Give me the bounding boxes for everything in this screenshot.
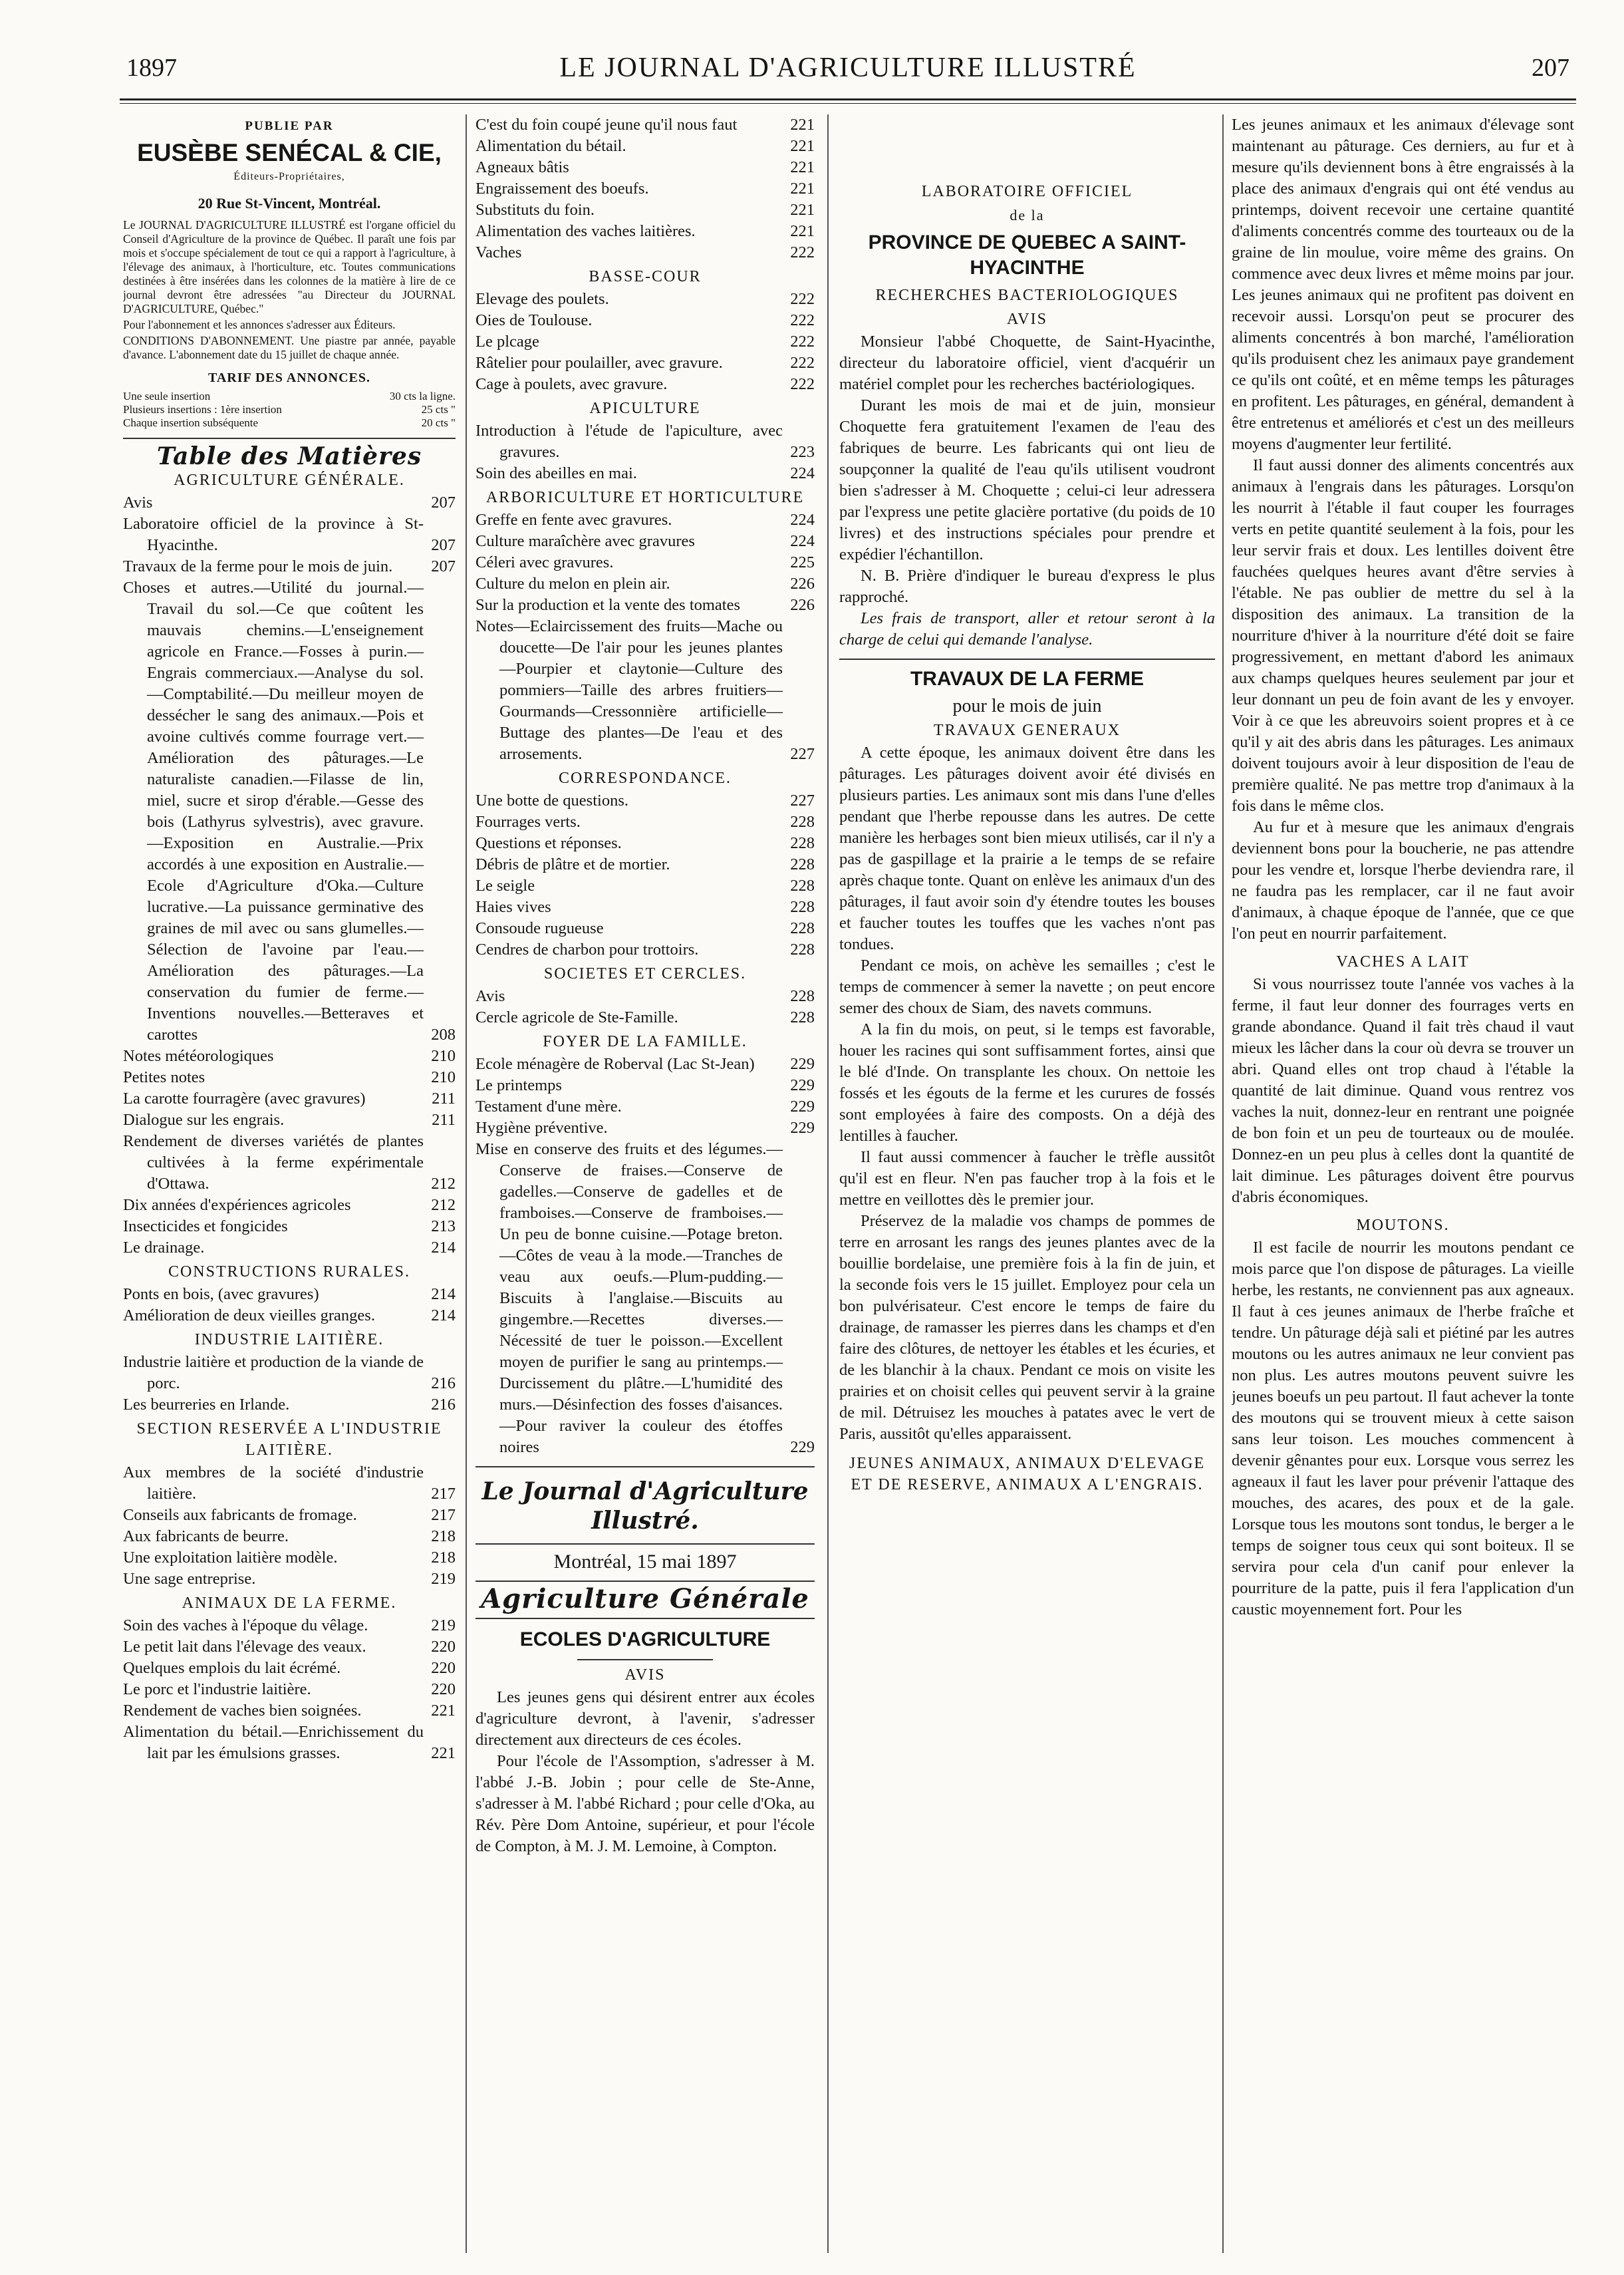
toc-entry-page: 228 [790,1008,815,1026]
toc-entry-page: 221 [790,137,815,155]
toc-entry [475,136,815,157]
page-year: 1897 [126,54,177,82]
toc-entry-title: Une botte de questions. [475,792,628,810]
toc-entry [475,242,815,263]
toc-entry-page: 228 [790,834,815,852]
toc-entry-page: 228 [790,987,815,1005]
toc-entry [123,1394,456,1416]
toc-entry-title: Le seigle [475,877,535,895]
toc-entry [123,1462,456,1505]
toc-entry-page: 226 [790,596,815,614]
toc-entry-page: 223 [790,443,815,461]
divider [839,659,1215,660]
toc-section-heading: FOYER DE LA FAMILLE. [543,1033,747,1050]
header-rule-thin [120,103,1576,104]
divider [577,1659,713,1660]
toc-entry-title: Introduction à l'étude de l'apiculture, avec gravures. [475,422,783,461]
toc-entry-page: 218 [431,1549,456,1567]
section-heading: JEUNES ANIMAUX, ANIMAUX D'ELEVAGE ET DE RESERVE, ANIMAUX A L'ENGRAIS. [849,1455,1206,1493]
paragraph: A cette époque, les animaux doivent être dans les pâturages. Les pâturages doivent avoir été divisés en plusieurs parties. Les animaux sont mis dans l'une d'elles pendant que l'herbe repousse dans les autres. De cette manière les herbages sont bien mieux utilisés, car il n'y a pas de gaspillage et la prairie a le temps de se refaire après chaque tonte. Quant on enlève les animaux d'un des pâturages, il faut avoir soin d'y étendre toutes les bouses et faucher toutes les touffes que les vaches n'ont pas tondues. [839,744,1215,953]
toc-entry-title: Une exploitation laitière modèle. [123,1549,338,1567]
toc-entry-title: Fourrages verts. [475,813,581,831]
toc-entry-title: La carotte fourragère (avec gravures) [123,1090,366,1108]
toc-entry [123,1046,456,1067]
toc-entry-title: Substituts du foin. [475,201,595,219]
toc-entry [475,875,815,897]
tarif-row: Plusieurs insertions : 1ère insertion 25 cts " [123,403,456,416]
divider [475,1618,815,1619]
toc-entry [123,1658,456,1679]
page-number: 207 [1532,54,1569,82]
article-title: LABORATOIRE OFFICIEL [921,183,1133,200]
toc-entry-page: 227 [790,792,815,810]
toc-entry [123,556,456,577]
toc-entry [123,1216,456,1237]
toc-entry [123,1615,456,1636]
masthead-name: Illustré. [591,1507,699,1535]
toc-entry-title: Quelques emplois du lait écrémé. [123,1659,341,1677]
toc-entry-page: 220 [431,1659,456,1677]
toc-entry [475,939,815,961]
toc-entry [123,1722,456,1764]
paragraph: Pendant ce mois, on achève les semailles ; c'est le temps de commencer à semer la navette ; on peut encore semer des choux de Siam, des navets communs. [839,957,1215,1017]
paragraph: Les jeunes gens qui désirent entrer aux écoles d'agriculture devront, à l'avenir, s'adresser directement aux directeurs de ces écoles. [475,1688,815,1749]
toc-entry-title: Rendement de diverses variétés de plantes cultivées à la ferme expérimentale d'Ottawa. [123,1132,424,1193]
toc-entry-page: 222 [790,354,815,372]
toc-entry-title: Industrie laitière et production de la viande de porc. [123,1353,424,1392]
toc-entry-page: 217 [431,1506,456,1524]
toc-section-heading: AGRICULTURE GÉNÉRALE. [174,472,405,489]
toc-entry [475,463,815,484]
toc-entry [475,374,815,395]
toc-entry [475,552,815,573]
toc-entry-page: 228 [790,877,815,895]
toc-entry-title: Notes—Eclaircissement des fruits—Mache ou doucette—De l'air pour les jeunes plantes—Pourpier et claytonie—Culture des pommiers—Taille des arbres fruitiers—Gourmands—Cressonnière artificielle—Buttage des plantes—De l'eau et des arrosements. [475,617,783,763]
toc-entry-page: 221 [790,180,815,198]
toc-entry-title: Culture du melon en plein air. [475,575,670,593]
tarif-row: Chaque insertion subséquente 20 cts " [123,416,456,429]
toc-entry-page: 214 [431,1285,456,1303]
toc-section-heading: CORRESPONDANCE. [558,770,732,787]
toc-list [123,470,456,1764]
toc-entry-title: Céleri avec gravures. [475,553,614,571]
toc-entry [475,331,815,353]
article-title: de la [1010,207,1045,224]
paragraph: A la fin du mois, on peut, si le temps est favorable, houer les racines qui sont suffisamment fortes, ainsi que le blé d'Inde. On transplante les choux. On nettoie les fossés et les égouts de la ferme et les curures de fossés sont employées à faire des composts. On a déjà des lentilles à faucher. [839,1020,1215,1145]
toc-entry-page: 208 [431,1026,456,1044]
toc-entry [123,1110,456,1131]
toc-entry [475,510,815,531]
toc-entry-title: Testament d'une mère. [475,1098,622,1116]
toc-entry-page: 228 [790,813,815,831]
toc-entry-title: Engraissement des boeufs. [475,180,649,198]
toc-entry-page: 217 [431,1485,456,1503]
toc-entry-title: Une sage entreprise. [123,1570,256,1588]
toc-entry [475,897,815,918]
toc-entry-page: 210 [431,1068,456,1086]
toc-entry-page: 214 [431,1239,456,1257]
toc-entry-page: 222 [790,243,815,261]
toc-entry [475,157,815,178]
toc-entry-page: 216 [431,1374,456,1392]
toc-entry [475,854,815,875]
column-1 [123,114,456,2255]
masthead [475,1477,815,1535]
toc-entry-page: 221 [790,116,815,134]
toc-entry-page: 228 [790,855,815,873]
toc-entry-title: Cendres de charbon pour trottoirs. [475,941,699,959]
toc-entry [123,1284,456,1305]
toc-entry-page: 222 [790,290,815,308]
column-separator [827,114,829,2253]
masthead-name: Le Journal d'Agriculture [481,1477,809,1505]
header-rule [120,98,1576,100]
toc-entry-title: Aux fabricants de beurre. [123,1527,289,1545]
toc-entry [123,1131,456,1195]
toc-entry-title: Râtelier pour poulailler, avec gravure. [475,354,723,372]
toc-entry-title: Agneaux bâtis [475,158,569,176]
toc-entry-page: 214 [431,1306,456,1324]
toc-entry-title: Greffe en fente avec gravures. [475,511,672,529]
toc-entry [123,1700,456,1722]
toc-entry-title: Culture maraîchère avec gravures [475,532,695,550]
toc-entry [475,1054,815,1075]
toc-entry [123,1505,456,1526]
toc-entry-page: 221 [790,158,815,176]
toc-entry-page: 224 [790,464,815,482]
toc-section-heading: BASSE-COUR [589,268,702,285]
toc-entry-title: Cage à poulets, avec gravure. [475,375,668,393]
article-title: TRAVAUX DE LA FERME [910,668,1145,690]
toc-entry [475,616,815,765]
toc-entry [475,289,815,310]
toc-entry-title: Elevage des poulets. [475,290,609,308]
toc-entry [123,1305,456,1326]
toc-entry [123,1569,456,1590]
toc-entry-title: Insecticides et fongicides [123,1217,288,1235]
publisher-text: Le JOURNAL D'AGRICULTURE ILLUSTRÉ est l'organe officiel du Conseil d'Agriculture de la province de Québec. Il paraît une fois par mois et s'occupe spécialement de tout ce qui a rapport à l'agriculture, à l'élevage des animaux, à l'horticulture, etc. Toutes communications destinées à être insérées dans les colonnes de la matière à lire de ce journal devront être adressées "au Directeur du JOURNAL D'AGRICULTURE, Québec." [123,218,456,315]
toc-entry-title: Hygiène préventive. [475,1119,608,1137]
toc-entry-title: Cercle agricole de Ste-Famille. [475,1008,678,1026]
divider [475,1466,815,1467]
toc-entry-page: 211 [432,1111,456,1129]
toc-entry [123,492,456,514]
toc-entry [123,1636,456,1658]
divider [123,438,456,439]
article-subtitle: AVIS [1007,311,1047,328]
toc-entry-page: 222 [790,333,815,351]
toc-entry-title: Dialogue sur les engrais. [123,1111,285,1129]
paragraph: N. B. Prière d'indiquer le bureau d'express le plus rapproché. [839,567,1215,606]
paragraph: Pour l'école de l'Assomption, s'adresser à M. l'abbé J.-B. Jobin ; pour celle de Ste-Anne, s'adresser à M. l'abbé Richard ; pour celle d'Oka, au Rév. Père Dom Antoine, supérieur, et pour l'école de Compton, à M. J. M. Lemoine, à Compton. [475,1752,815,1855]
toc-entry-title: Sur la production et la vente des tomates [475,596,741,614]
toc-entry-title: Soin des abeilles en mai. [475,464,637,482]
toc-entry-page: 222 [790,375,815,393]
toc-entry-page: 222 [790,311,815,329]
toc-entry-page: 227 [790,745,815,763]
toc-entry [123,1067,456,1088]
toc-entry-page: 229 [790,1438,815,1456]
toc-entry [475,178,815,200]
publisher-text: CONDITIONS D'ABONNEMENT. Une piastre par année, payable d'avance. L'abonnement date du 15 juillet de chaque année. [123,334,456,361]
toc-entry-page: 210 [431,1047,456,1065]
toc-entry-page: 228 [790,898,815,916]
toc-entry [123,577,456,1046]
toc-entry-page: 224 [790,511,815,529]
paragraph: Si vous nourrissez toute l'année vos vaches à la ferme, il faut leur donner des fourrages verts en grande abondance. Quand il fait très chaud il vaut mieux les lâcher dans la cour où devra se trouver un abri. Quand elles ont trop chaud à l'étable la quantité de lait diminue. Quand vous rentrez vos vaches la nuit, donnez-leur en rentrant une poignée de bon foin et un peu de tourteaux ou de moulée. Donnez-en un peu plus à celles dont la quantité de lait diminue. Les pâturages doivent être pourvus d'abris économiques. [1232,975,1574,1206]
publisher-text: Pour l'abonnement et les annonces s'adresser aux Éditeurs. [123,318,396,331]
issue-date: Montréal, 15 mai 1897 [553,1551,737,1573]
divider [475,1543,815,1545]
article-title: ECOLES D'AGRICULTURE [519,1628,771,1650]
divider [475,1581,815,1582]
toc-entry [475,531,815,552]
toc-entry-title: Le plcage [475,333,539,351]
toc-entry-title: Aux membres de la société d'industrie laitière. [123,1463,424,1503]
toc-entry-page: 229 [790,1098,815,1116]
toc-entry-page: 221 [431,1702,456,1720]
toc-entry-title: Conseils aux fabricants de fromage. [123,1506,357,1524]
column-2 [475,114,815,2255]
tarif-row: Une seule insertion 30 cts la ligne. [123,390,456,402]
toc-entry-page: 219 [431,1616,456,1634]
toc-entry-page: 224 [790,532,815,550]
toc-entry [475,595,815,616]
paragraph: Au fur et à mesure que les animaux d'engrais deviennent bons pour la boucherie, ne pas attendre pour les vendre et, lorsque l'herbe deviendra rare, il ne faudra pas les remplacer, car il ne faut avoir d'animaux, à chaque époque de l'année, que ce que l'on peut en nourrir parfaitement. [1232,818,1574,943]
toc-entry-page: 211 [432,1090,456,1108]
toc-title: Table des Matières [156,442,422,470]
toc-entry-title: Débris de plâtre et de mortier. [475,855,670,873]
toc-entry-title: Dix années d'expériences agricoles [123,1196,351,1214]
toc-entry-page: 229 [790,1119,815,1137]
toc-entry-title: Avis [123,494,153,512]
toc-entry-title: Alimentation du bétail. [475,137,626,155]
toc-entry-title: Avis [475,987,505,1005]
toc-entry [475,221,815,242]
toc-entry-title: Questions et réponses. [475,834,622,852]
toc-entry-title: Mise en conserve des fruits et des légumes.—Conserve de fraises.—Conserve de gadelles.—Conserve de gadelles et de framboises.—Conserve de framboises.—Un peu de bonne cuisine.—Potage breton.—Côtes de veau à la mode.—Tranches de veau aux oeufs.—Plum-pudding.—Biscuits à l'anglaise.—Biscuits au gingembre.—Recettes diverses.—Nécessité de tuer le poisson.—Excellent moyen de purifier le sang au printemps.—Durcissement du plâtre.—L'humidité des murs.—Désinfection des fosses d'aisances.—Pour raviver la couleur des étoffes noires [475,1140,783,1456]
section-heading: MOUTONS. [1356,1217,1450,1234]
publisher-address: 20 Rue St-Vincent, Montréal. [198,195,381,212]
toc-entry [475,1075,815,1096]
publisher-subtitle: Éditeurs-Propriétaires, [233,171,345,182]
toc-entry [123,1547,456,1569]
toc-entry [475,310,815,331]
toc-section-heading: SECTION RESERVÉE A L'INDUSTRIE LAITIÈRE. [136,1420,442,1459]
toc-entry-title: Le printemps [475,1076,562,1094]
toc-entry [475,986,815,1007]
toc-entry [123,1088,456,1110]
toc-entry-page: 220 [431,1680,456,1698]
toc-entry-title: Le porc et l'industrie laitière. [123,1680,311,1698]
toc-entry [475,1096,815,1118]
toc-entry-page: 207 [431,536,456,554]
toc-entry-page: 212 [431,1175,456,1193]
toc-entry [475,573,815,595]
paragraph: Les jeunes animaux et les animaux d'élevage sont maintenant au pâturage. Ces derniers, au fur et à mesure qu'ils deviennent bons à être engraissés à la place des animaux d'engrais qui ont été vendus au printemps, doivent recevoir une certaine quantité d'aliments concentrés comme des tourteaux ou de la graine de lin moulue, voire même des grains. On commence avec deux livres et même moins par jour. Les jeunes animaux qui ne profitent pas doivent en recevoir aussi. Lorsqu'on peut se procurer des aliments concentrés à bon marché, l'amélioration qu'ils produisent chez les animaux paye grandement ce qu'ils ont coûté, et en même temps les pâturages en profitent. Les pâturages, en général, demandent à être entretenus et améliorés et c'est un des meilleurs moyens d'augmenter leur fertilité. [1232,116,1574,453]
toc-entry [123,1195,456,1216]
publisher-name: EUSÈBE SENÉCAL & CIE, [137,139,442,166]
paragraph: Durant les mois de mai et de juin, monsieur Choquette fera gratuitement l'examen de l'eau des fabriques de beurre. Les fabricants qui ont lieu de soupçonner la qualité de l'eau qu'ils utilisent voudront bien s'adresser à M. Choquette ; celui-ci leur adressera par l'express une petite glacière portative (du poids de 10 livres) et des instructions spéciales pour prendre et expédier l'échantillon. [839,396,1215,563]
toc-entry-page: 229 [790,1076,815,1094]
toc-entry-title: Amélioration de deux vieilles granges. [123,1306,375,1324]
toc-entry [123,514,456,556]
toc-entry-title: Ecole ménagère de Roberval (Lac St-Jean) [475,1055,755,1073]
toc-entry-page: 207 [431,494,456,512]
toc-entry-page: 219 [431,1570,456,1588]
toc-section-heading: ARBORICULTURE ET HORTICULTURE [485,489,805,506]
toc-entry [475,812,815,833]
toc-entry-page: 221 [790,222,815,240]
paragraph: Il est facile de nourrir les moutons pendant ce mois parce que l'on dispose de pâturages. La vieille herbe, les restants, ne conviennent pas aux agneaux. Il faut à ces jeunes animaux de l'herbe fraîche et tendre. Un pâturage déjà sali et piétiné par les autres moutons ou les autres animaux ne leur convient pas non plus. Les autres moutons peuvent suivre les jeunes boeufs un peu partout. Il faut achever la tonte des moutons qui se trouvent mieux à cette saison sans leur toison. Les mouches commencent à devenir gênantes pour eux. Lorsque vous serrez les agneaux il faut les laver pour prévenir l'attaque des mouches, des acares, des poux et de la gale. Lorsque tous les moutons sont tondus, le berger a le temps de soigner tous ceux qui sont boiteux. Il se servira pour cela d'un canif pour enlever la pourriture de la patte, puis il fera l'application d'un caustic moyennement fort. Pour les [1232,1239,1574,1618]
toc-entry-title: Ponts en bois, (avec gravures) [123,1285,319,1303]
toc-entry-page: 207 [431,557,456,575]
section-title: Agriculture Générale [481,1583,809,1614]
section-heading: VACHES A LAIT [1336,953,1470,971]
toc-entry-title: Alimentation des vaches laitières. [475,222,696,240]
toc-entry-title: Le drainage. [123,1239,205,1257]
toc-entry-page: 221 [790,201,815,219]
toc-entry [475,420,815,463]
paragraph: Préservez de la maladie vos champs de pommes de terre en arrosant les rangs des jeunes plantes avec de la bouillie bordelaise, une première fois à la fin de juin, et la seconde fois vers le 15 juillet. Employez pour cela un bon pulvérisateur. C'est encore le temps de faire du drainage, de ramasser les pierres dans les champs et d'en faire des clôtures, de nettoyer les étables et les écuries, et de les blanchir à la chaux. Pendant ce mois on visite les prairies et on choisit celles qui peuvent servir à la graine de mil. Détruisez les mouches à patates avec le vert de Paris, aussitôt qu'elles apparaissent. [839,1212,1215,1443]
toc-entry-title: C'est du foin coupé jeune qu'il nous faut [475,116,738,134]
section-heading: TRAVAUX GENERAUX [933,722,1121,739]
paragraph: Il faut aussi donner des aliments concentrés aux animaux à l'engrais dans les pâturages. Lorsqu'on les nourrit à l'étable il faut couper les fourrages verts en petite quantité seulement à la fois, pour les leur servir frais et doux. Les lentilles doivent être fauchées quelques heures avant d'être servies à l'étable. Ne pas oublier de mettre du sel à la disposition des animaux. La transition de la nourriture d'hiver à la nourriture d'été doit se faire progressivement, en mettant d'abord les animaux aux champs quelques heures seulement par jour et leur donnant un peu de foin avant de les y envoyer. Voir à ce que les abreuvoirs soient propres et à ce qu'il y ait des abris dans les pâturages. Les animaux doivent toujours avoir à leur disposition de l'eau de première qualité. Ne pas mettre trop d'animaux à la fois dans le même clos. [1232,456,1574,815]
toc-entry-page: 226 [790,575,815,593]
toc-entry [475,790,815,812]
toc-entry-page: 212 [431,1196,456,1214]
toc-entry-page: 225 [790,553,815,571]
toc-entry-title: Consoude rugueuse [475,919,604,937]
toc-entry-title: Oies de Toulouse. [475,311,593,329]
toc-entry [475,1118,815,1139]
column-separator [466,114,467,2253]
toc-entry-title: Le petit lait dans l'élevage des veaux. [123,1638,366,1656]
toc-entry-page: 218 [431,1527,456,1545]
toc-entry-title: Vaches [475,243,522,261]
tarif-title: TARIF DES ANNONCES. [207,371,371,385]
toc-entry-title: Petites notes [123,1068,205,1086]
toc-entry-title: Notes météorologiques [123,1047,274,1065]
toc-entry-title: Laboratoire officiel de la province à St-Hyacinthe. [123,515,424,554]
paragraph: Il faut aussi commencer à faucher le trèfle aussitôt qu'il est en fleur. N'en pas faucher trop à la fois et le mettre en veillottes dès le premier jour. [839,1148,1215,1209]
toc-entry-title: Alimentation du bétail.—Enrichissement du lait par les émulsions grasses. [123,1723,424,1762]
toc-entry-page: 228 [790,919,815,937]
toc-entry [475,833,815,854]
toc-entry-page: 213 [431,1217,456,1235]
paragraph: Les frais de transport, aller et retour seront à la charge de celui qui demande l'analyse. [839,609,1215,649]
toc-entry [123,1352,456,1394]
toc-entry [123,1526,456,1547]
article-title: PROVINCE DE QUEBEC A SAINT-HYACINTHE [868,231,1186,279]
toc-entry-title: Soin des vaches à l'époque du vêlage. [123,1616,368,1634]
toc-entry [123,1679,456,1700]
toc-section-heading: CONSTRUCTIONS RURALES. [168,1263,411,1281]
toc-entry-title: Travaux de la ferme pour le mois de juin. [123,557,393,575]
toc-section-heading: SOCIETES ET CERCLES. [543,965,747,983]
article-subtitle: pour le mois de juin [952,696,1102,716]
article-subtitle: AVIS [624,1666,666,1684]
column-separator [1222,114,1224,2253]
toc-entry [123,1237,456,1259]
toc-entry-page: 220 [431,1638,456,1656]
journal-title: LE JOURNAL D'AGRICULTURE ILLUSTRÉ [559,53,1137,83]
toc-section-heading: APICULTURE [589,400,701,417]
toc-entry [475,1007,815,1028]
toc-entry-page: 221 [431,1744,456,1762]
column-4 [1232,114,1574,2255]
toc-entry [475,353,815,374]
toc-section-heading: INDUSTRIE LAITIÈRE. [194,1331,384,1348]
page-header [120,47,1576,93]
toc-entry-page: 216 [431,1396,456,1414]
toc-entry [475,918,815,939]
toc-section-heading: ANIMAUX DE LA FERME. [182,1594,397,1612]
column-3 [839,114,1215,2255]
toc-entry-title: Haies vives [475,898,551,916]
toc-list [475,114,815,1458]
toc-entry-title: Rendement de vaches bien soignées. [123,1702,362,1720]
toc-entry-page: 228 [790,941,815,959]
toc-entry [475,114,815,136]
publisher-prefix: PUBLIE PAR [245,119,334,133]
article-subtitle: RECHERCHES BACTERIOLOGIQUES [875,287,1179,304]
toc-entry [475,1139,815,1458]
toc-entry [475,200,815,221]
toc-entry-page: 229 [790,1055,815,1073]
toc-entry-title: Choses et autres.—Utilité du journal.—Travail du sol.—Ce que coûtent les mauvais chemins.—L'enseignement agricole en France.—Fosses à purin.—Engrais commerciaux.—Analyse du sol.—Comptabilité.—Du meilleur moyen de dessécher le sang des animaux.—Pois et avoine cultivés comme fourrage vert.—Amélioration des pâturages.—Le naturaliste canadien.—Filasse de lin, miel, sucre et sirop d'érable.—Gesse des bois (Lathyrus sylvestris), avec gravure.—Exposition en Australie.—Prix accordés à une exposition en Australie.—Ecole d'Agriculture d'Oka.—Culture lucrative.—La puissance germinative des graines de mil avec ou sans glumelles.—Sélection de l'avoine par l'eau.—Amélioration des pâturages.—La conservation du fumier de ferme.—Inventions nouvelles.—Betteraves et carottes [123,579,424,1044]
toc-entry-title: Les beurreries en Irlande. [123,1396,290,1414]
paragraph: Monsieur l'abbé Choquette, de Saint-Hyacinthe, directeur du laboratoire officiel, vient d'acquérir un matériel complet pour les recherches bactériologiques. [839,333,1215,393]
